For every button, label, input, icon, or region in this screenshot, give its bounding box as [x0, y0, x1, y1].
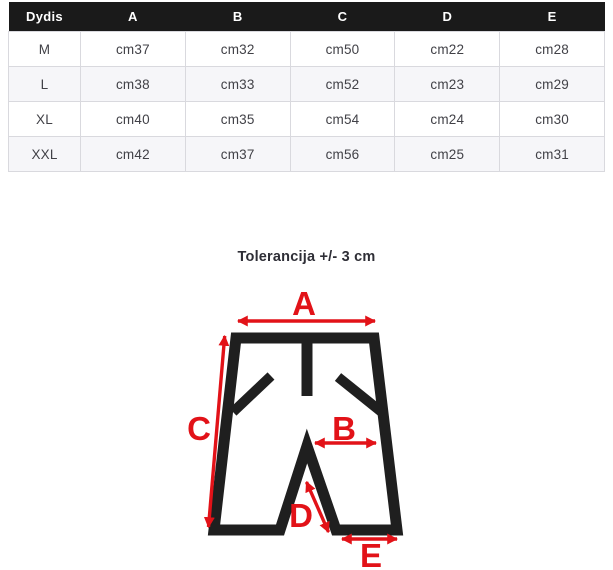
- measure-cell: cm37: [185, 137, 290, 172]
- size-cell: M: [9, 32, 81, 67]
- table-row: [9, 32, 605, 67]
- label-c: C: [187, 410, 211, 447]
- column-header-d: D: [395, 2, 500, 32]
- label-e: E: [359, 537, 383, 570]
- measure-cell: cm54: [290, 102, 395, 137]
- label-b: B: [332, 410, 356, 447]
- size-cell: L: [9, 67, 81, 102]
- measure-cell: cm28: [500, 32, 605, 67]
- measure-cell: cm22: [395, 32, 500, 67]
- size-table-body: [9, 32, 605, 172]
- size-table: [8, 2, 605, 172]
- measure-cell: cm52: [290, 67, 395, 102]
- measure-cell: cm35: [185, 102, 290, 137]
- measure-cell: cm32: [185, 32, 290, 67]
- measure-cell: cm50: [290, 32, 395, 67]
- label-a: A: [292, 286, 316, 322]
- column-header-e: E: [500, 2, 605, 32]
- measure-cell: cm24: [395, 102, 500, 137]
- measure-cell: cm40: [81, 102, 186, 137]
- measure-cell: cm30: [500, 102, 605, 137]
- column-header-b: B: [185, 2, 290, 32]
- measure-cell: cm38: [81, 67, 186, 102]
- tolerance-note: Tolerancija +/- 3 cm: [237, 249, 376, 265]
- measure-cell: cm56: [290, 137, 395, 172]
- measure-cell: cm29: [500, 67, 605, 102]
- table-row: [9, 102, 605, 137]
- column-header-a: A: [81, 2, 186, 32]
- measure-cell: cm23: [395, 67, 500, 102]
- measure-cell: cm31: [500, 137, 605, 172]
- label-d: D: [289, 497, 313, 534]
- header-row: [9, 2, 605, 32]
- shorts-measurement-diagram: [180, 286, 420, 570]
- table-row: [9, 67, 605, 102]
- size-cell: XXL: [9, 137, 81, 172]
- table-row: [9, 137, 605, 172]
- measure-cell: cm33: [185, 67, 290, 102]
- size-table-header: [9, 2, 605, 32]
- column-header-c: C: [290, 2, 395, 32]
- measure-cell: cm42: [81, 137, 186, 172]
- measure-cell: cm25: [395, 137, 500, 172]
- measure-cell: cm37: [81, 32, 186, 67]
- size-cell: XL: [9, 102, 81, 137]
- column-header-dydis: Dydis: [9, 2, 81, 32]
